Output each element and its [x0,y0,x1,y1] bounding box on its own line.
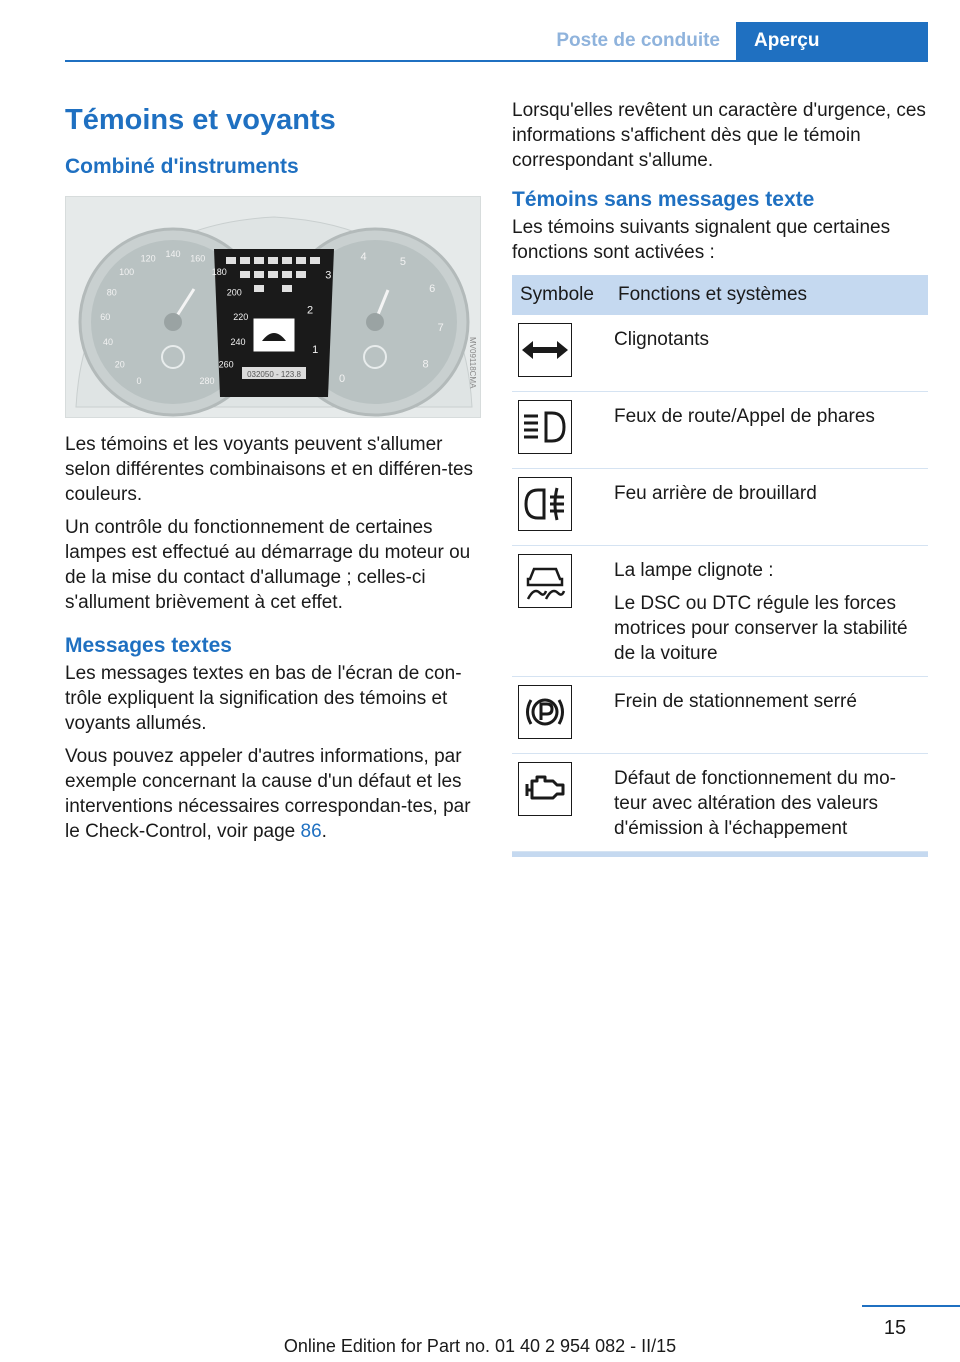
col-header-symbole: Symbole [512,275,610,315]
table-header-row [512,275,928,315]
instrument-cluster-illustration [65,196,481,418]
symbol-cell [512,677,610,754]
rpm-tick-8: 8 [422,358,429,371]
function-label: Frein de stationnement serré [614,691,857,712]
paragraph-check-control [65,744,477,844]
rpm-tick-2: 2 [306,304,314,317]
rpm-tick-1: 1 [312,343,319,356]
function-cell [610,392,928,469]
table-row [512,754,928,852]
section-heading-temoins-sans-messages: Témoins sans messages texte [512,188,815,211]
right-column [512,98,928,857]
speed-tick-80: 80 [106,287,117,298]
edition-footer: Online Edition for Part no. 01 40 2 954 082 - II/15 [283,1336,677,1356]
speed-tick-220: 220 [233,311,249,322]
parking-brake-icon [518,685,572,739]
page-number: 15 [883,1317,907,1339]
turn-signal-icon [518,323,572,377]
table-row [512,392,928,469]
section-heading-combine: Combiné d'instruments [65,155,299,178]
symbol-cell [512,392,610,469]
speed-tick-180: 180 [211,267,227,278]
function-cell [610,315,928,392]
paragraph-controle: Un contrôle du fonctionnement de certaines lampes est effectué au démarrage du moteur ou de la mise du contact d'allumage ; celles-ci s'allument brièvement à cet effet. [65,517,471,613]
check-control-text: Vous pouvez appeler d'autres informations, par exemple concernant la cause d'un défaut et les interventions nécessaires correspondan‐tes, par le Check-Control, voir page [65,746,471,842]
speed-tick-140: 140 [165,249,181,259]
symbol-cell [512,546,610,677]
speed-tick-240: 240 [230,337,246,347]
speed-tick-280: 280 [199,375,215,386]
function-label: Feu arrière de brouillard [614,483,817,504]
rpm-tick-0: 0 [338,373,346,386]
function-label: Défaut de fonctionnement du mo‐teur avec altération des valeurs d'émission à l'échappement [614,768,897,839]
image-code: MV09118CMA [468,337,477,389]
speed-tick-200: 200 [226,287,242,298]
rear-fog-light-icon [518,477,572,531]
symbol-cell [512,754,610,852]
function-label: Feux de route/Appel de phares [614,406,875,427]
function-cell [610,546,928,677]
speed-tick-40: 40 [102,337,114,347]
speed-tick-0: 0 [136,375,142,386]
speed-tick-120: 120 [140,253,156,264]
function-description: Le DSC ou DTC régule les forces motrices pour conserver la stabilité de la voiture [614,593,908,664]
col-header-fonctions: Fonctions et systèmes [610,275,928,315]
engine-check-icon [518,762,572,816]
tab-poste-de-conduite[interactable]: Poste de conduite [556,30,720,51]
left-column [65,98,477,844]
table-row [512,315,928,392]
section-heading-messages: Messages textes [65,634,232,657]
page-title: Témoins et voyants [65,104,336,136]
function-cell [610,677,928,754]
high-beam-icon [518,400,572,454]
paragraph-messages: Les messages textes en bas de l'écran de con‐trôle expliquent la signification des témoins et voyants allumés. [65,663,462,734]
dsc-icon [518,554,572,608]
table-bottom-rule [512,852,928,857]
header-rule [65,60,928,62]
paragraph-temoins-suivants: Les témoins suivants signalent que certaines fonctions sont activées : [512,217,891,263]
rpm-tick-4: 4 [360,251,367,263]
speed-tick-20: 20 [114,359,125,370]
paragraph-voyants: Les témoins et les voyants peuvent s'allumer selon différentes combinaisons et en différen‐tes couleurs. [65,434,474,505]
speed-tick-100: 100 [119,267,135,278]
table-row [512,546,928,677]
rpm-tick-7: 7 [437,321,444,334]
warning-lights-table [512,275,928,852]
footer-rule [862,1305,960,1307]
function-label: Clignotants [614,329,710,350]
odometer-readout: 032050 - 123.8 [247,370,301,379]
speed-tick-260: 260 [218,359,234,370]
rpm-tick-6: 6 [429,283,436,295]
tab-apercu[interactable]: Aperçu [736,22,928,60]
function-cell [610,754,928,852]
cluster-drawing [66,197,481,418]
paragraph-urgence: Lorsqu'elles revêtent un caractère d'urgence, ces informations s'affichent dès que le témoin correspondant s'allume. [512,100,926,171]
table-row [512,677,928,754]
rpm-tick-5: 5 [399,256,406,269]
table-row [512,469,928,546]
symbol-cell [512,469,610,546]
rpm-tick-3: 3 [325,269,332,282]
page-link-86[interactable]: 86 [300,821,322,842]
symbol-cell [512,315,610,392]
function-cell [610,469,928,546]
speed-tick-60: 60 [100,311,111,322]
period: . [321,821,327,842]
speed-tick-160: 160 [190,253,206,264]
function-label: La lampe clignote : [614,560,774,581]
